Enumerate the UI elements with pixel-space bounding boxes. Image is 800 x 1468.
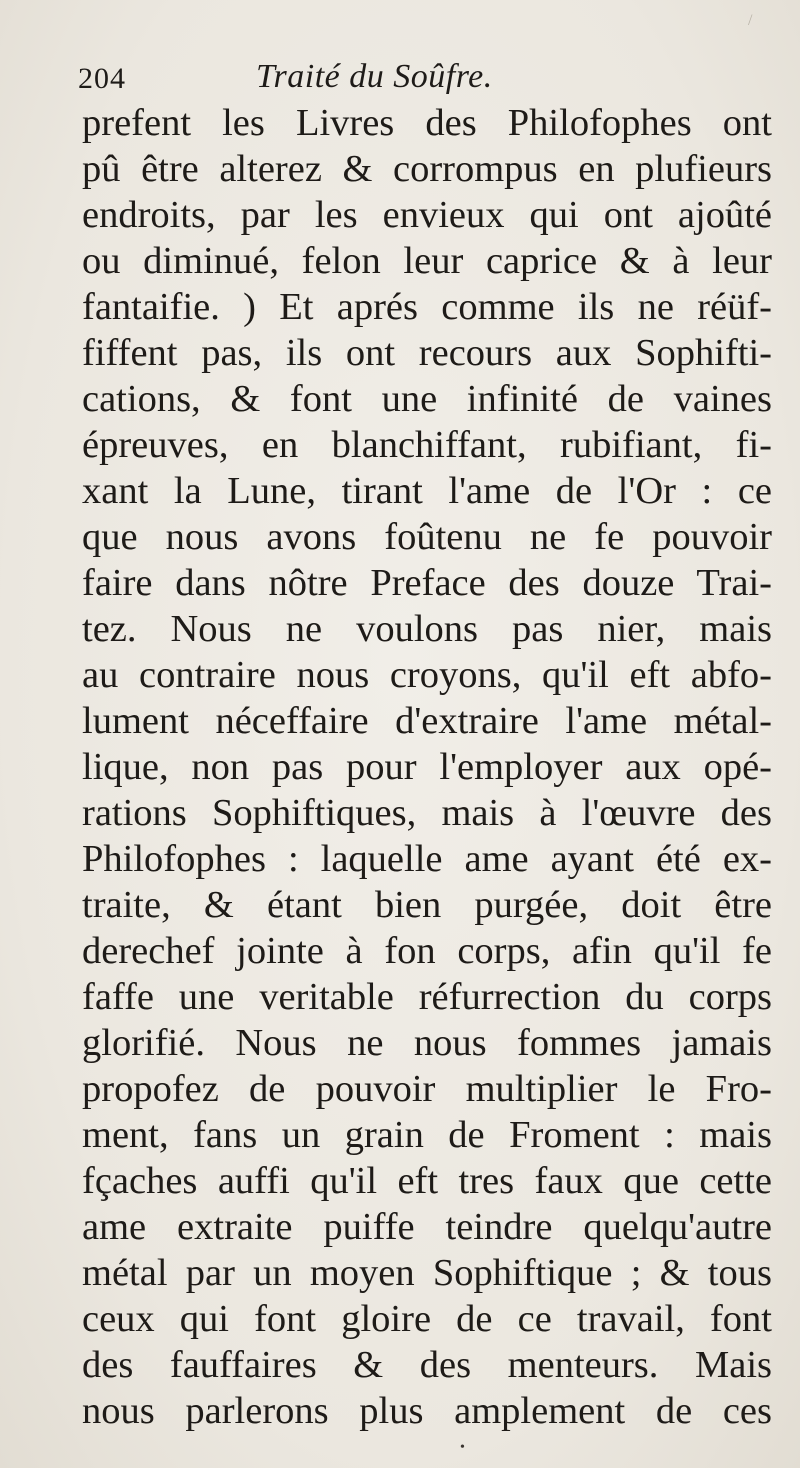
text-line: prefent les Livres des Philofophes ont (82, 102, 772, 144)
text-line: lique, non pas pour l'employer aux opé- (82, 746, 772, 788)
text-line: ceux qui font gloire de ce travail, font (82, 1298, 772, 1340)
text-line: propofez de pouvoir multiplier le Fro- (82, 1068, 772, 1110)
running-title: Traité du Soûfre. (256, 58, 493, 95)
text-line: fantaifie. ) Et aprés comme ils ne réüf- (82, 286, 772, 328)
text-line: glorifié. Nous ne nous fommes jamais (82, 1022, 772, 1064)
text-line: épreuves, en blanchiffant, rubifiant, fi- (82, 424, 772, 466)
text-line: ame extraite puiffe teindre quelqu'autre (82, 1206, 772, 1248)
text-line: xant la Lune, tirant l'ame de l'Or : ce (82, 470, 772, 512)
text-line: Philofophes : laquelle ame ayant été ex- (82, 838, 772, 880)
text-line: des fauffaires & des menteurs. Mais (82, 1344, 772, 1386)
text-line: derechef jointe à fon corps, afin qu'il fe (82, 930, 772, 972)
corner-ink-mark: / (748, 12, 753, 29)
text-line: endroits, par les envieux qui ont ajoûté (82, 194, 772, 236)
text-line: lument néceffaire d'extraire l'ame métal- (82, 700, 772, 742)
text-line: au contraire nous croyons, qu'il eft abfo- (82, 654, 772, 696)
text-line: nous parlerons plus amplement de ces (82, 1390, 772, 1432)
text-line: traite, & étant bien purgée, doit être (82, 884, 772, 926)
text-line: tez. Nous ne voulons pas nier, mais (82, 608, 772, 650)
text-line: métal par un moyen Sophiftique ; & tous (82, 1252, 772, 1294)
page-number: 204 (78, 62, 126, 95)
text-line: fçaches auffi qu'il eft tres faux que cette (82, 1160, 772, 1202)
footer-ink-dot: • (460, 1440, 465, 1455)
text-line: faffe une veritable réfurrection du corps (82, 976, 772, 1018)
text-line: ou diminué, felon leur caprice & à leur (82, 240, 772, 282)
text-line: fiffent pas, ils ont recours aux Sophifti- (82, 332, 772, 374)
text-line: pû être alterez & corrompus en plufieurs (82, 148, 772, 190)
text-line: cations, & font une infinité de vaines (82, 378, 772, 420)
text-line: faire dans nôtre Preface des douze Trai- (82, 562, 772, 604)
text-line: ment, fans un grain de Froment : mais (82, 1114, 772, 1156)
text-line: que nous avons foûtenu ne fe pouvoir (82, 516, 772, 558)
text-line: rations Sophiftiques, mais à l'œuvre des (82, 792, 772, 834)
